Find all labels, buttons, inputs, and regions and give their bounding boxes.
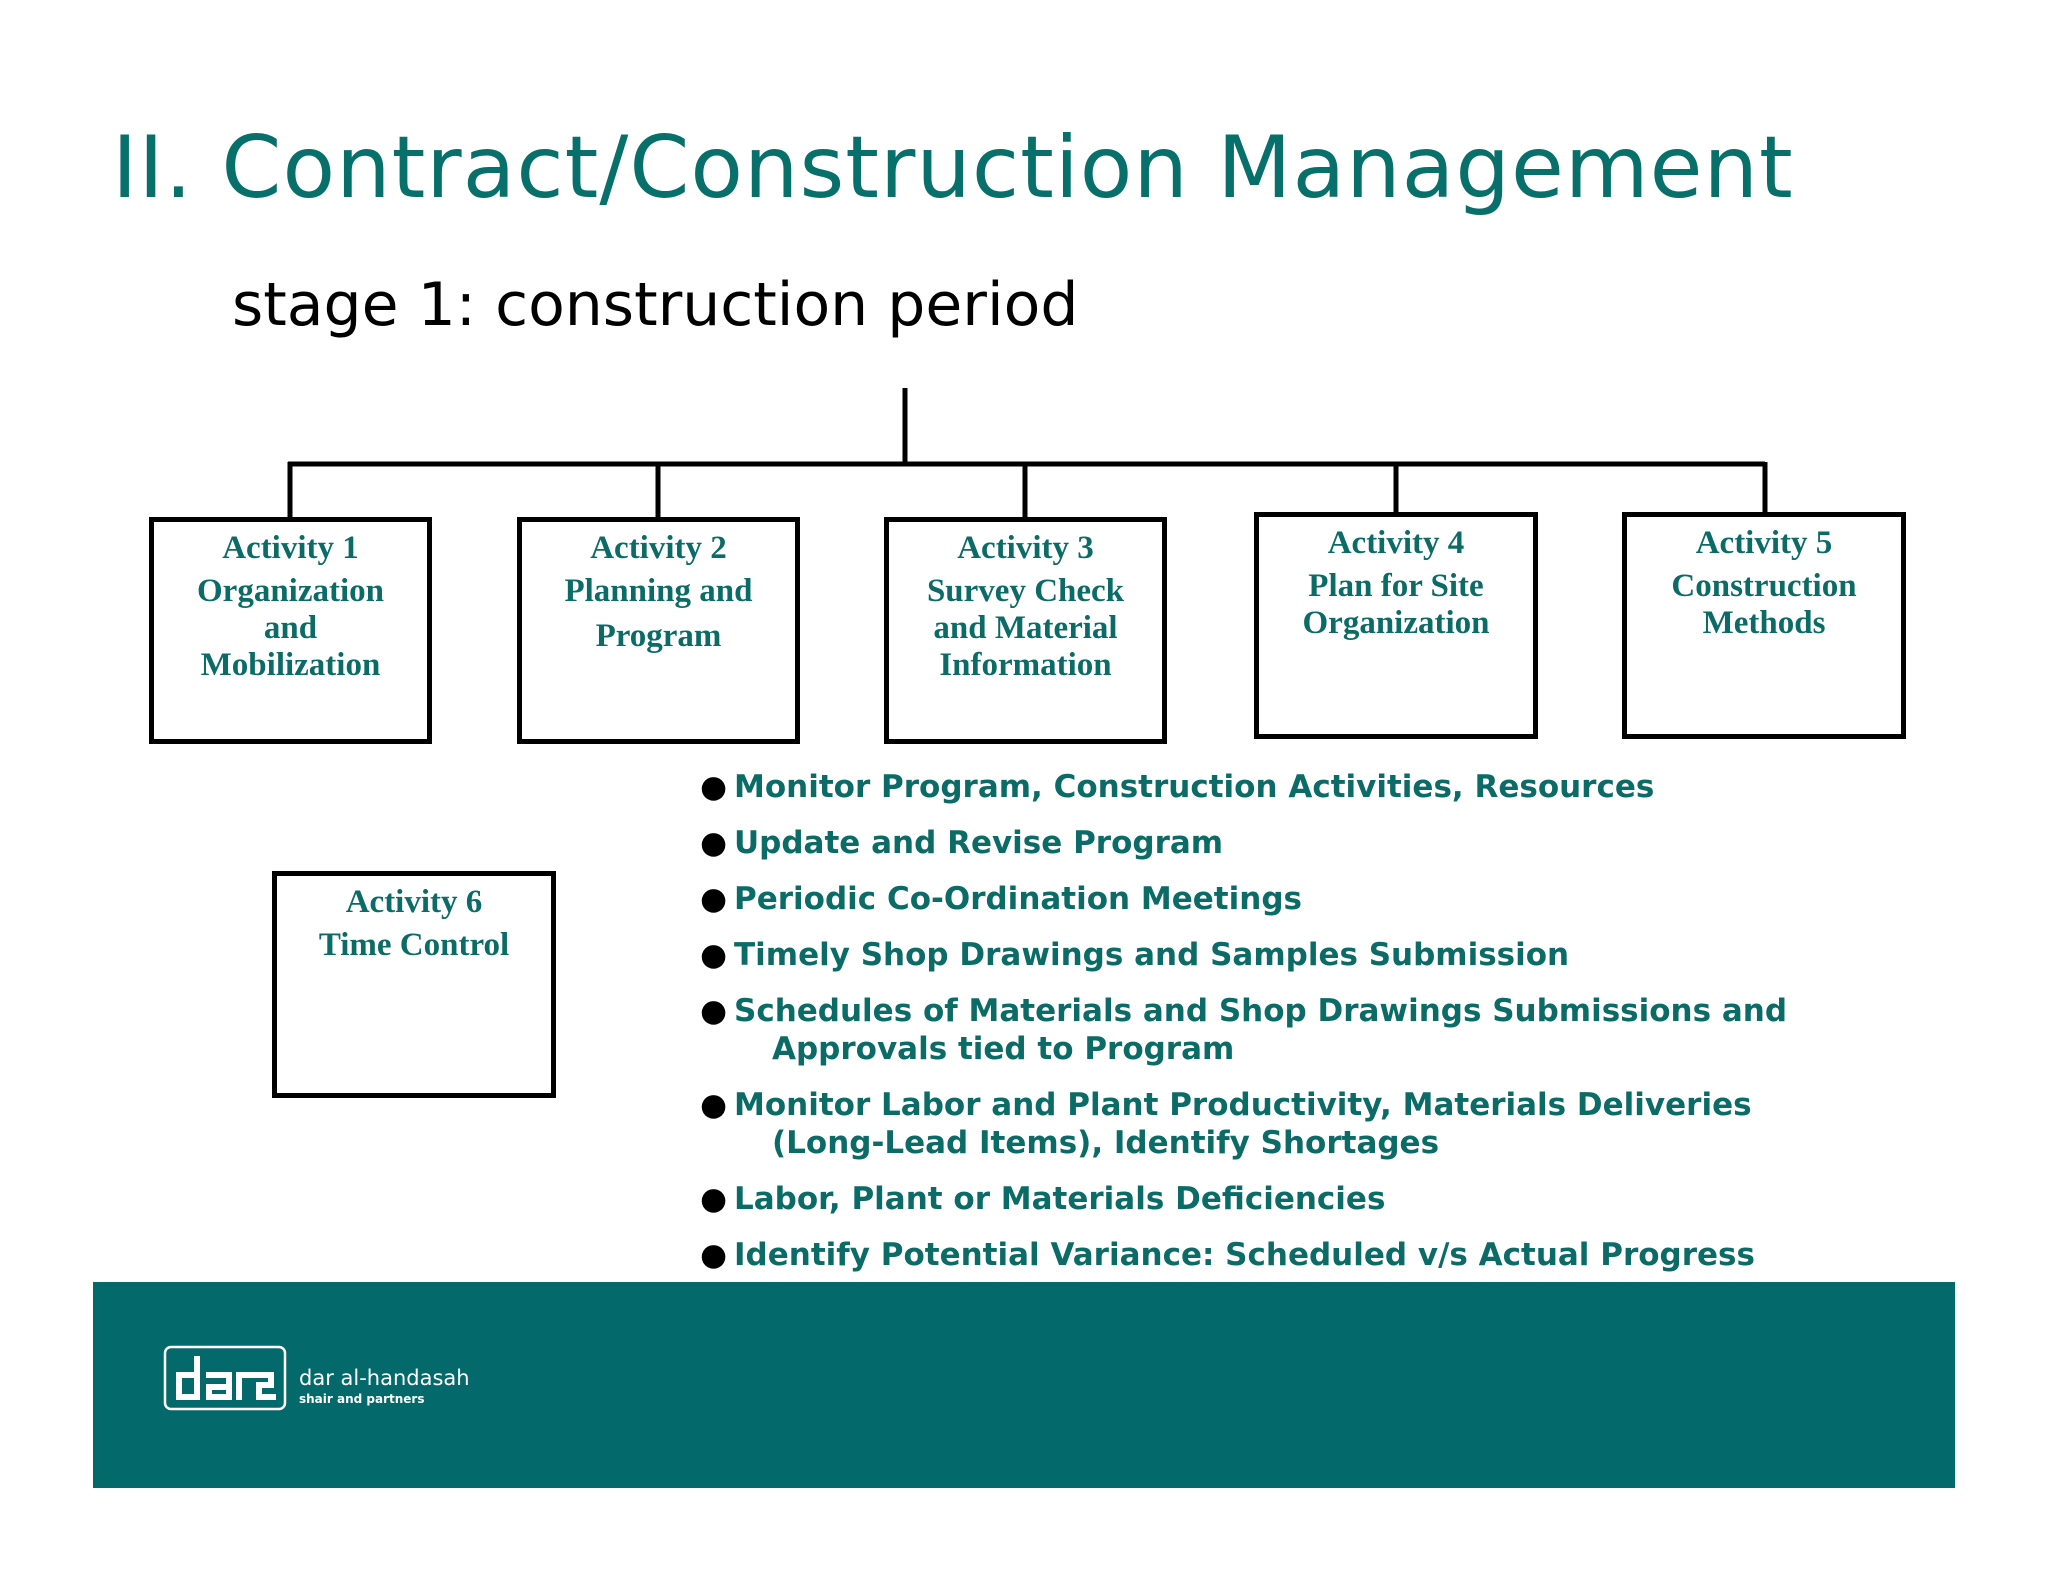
- list-item: [700, 1086, 2000, 1162]
- bullet-icon: ●: [700, 993, 728, 1029]
- company-tagline: shair and partners: [299, 1392, 425, 1406]
- list-item-text: Monitor Program, Construction Activities, Resources: [734, 769, 1655, 805]
- activity-5-box: [1622, 512, 1906, 739]
- activity-4-heading: Activity 4: [1327, 525, 1465, 561]
- list-item-text: Labor, Plant or Materials Deficiencies: [734, 1181, 1386, 1217]
- activity-2-heading: Activity 2: [590, 530, 727, 566]
- activity-3-line: Survey Check: [926, 573, 1125, 609]
- activity-2-line: Planning and: [564, 573, 753, 609]
- activity-4-box: [1254, 512, 1538, 739]
- list-item-text: Timely Shop Drawings and Samples Submission: [734, 937, 1570, 973]
- bullet-list: [700, 768, 2000, 1292]
- activity-5-line: Construction: [1671, 568, 1857, 604]
- bullet-icon: ●: [700, 937, 728, 973]
- bullet-icon: ●: [700, 825, 728, 861]
- footer-band: [93, 1282, 1955, 1488]
- list-item: [700, 1236, 2000, 1274]
- activity-1-heading: Activity 1: [222, 530, 359, 566]
- list-item: [700, 880, 2000, 918]
- page-title: II. Contract/Construction Management: [112, 118, 1794, 218]
- page-subtitle: stage 1: construction period: [232, 270, 1079, 340]
- activity-2-line: Program: [595, 618, 722, 654]
- bullet-icon: ●: [700, 1237, 728, 1273]
- bullet-icon: ●: [700, 1181, 728, 1217]
- list-item-text: Monitor Labor and Plant Productivity, Materials Deliveries: [734, 1087, 1752, 1123]
- activity-6-box: [272, 871, 556, 1098]
- activity-6-line: Time Control: [318, 927, 510, 963]
- activity-5-line: Methods: [1702, 605, 1826, 641]
- activity-3-heading: Activity 3: [957, 530, 1094, 566]
- activity-1-box: [149, 517, 432, 744]
- company-name: dar al-handasah: [299, 1366, 470, 1390]
- bullet-icon: ●: [700, 1087, 728, 1123]
- list-item: [700, 992, 2000, 1068]
- list-item: [700, 936, 2000, 974]
- list-item-text: Schedules of Materials and Shop Drawings Submissions and: [734, 993, 1788, 1029]
- bullet-icon: ●: [700, 769, 728, 805]
- activity-1-line: Mobilization: [200, 647, 381, 683]
- activity-4-line: Organization: [1302, 605, 1490, 641]
- activity-6-heading: Activity 6: [345, 884, 483, 920]
- list-item: [700, 1180, 2000, 1218]
- activity-4-line: Plan for Site: [1308, 568, 1484, 604]
- activity-3-line: and Material: [933, 610, 1118, 646]
- activity-1-line: Organization: [197, 573, 384, 609]
- list-item: [700, 768, 2000, 806]
- list-item-text: Identify Potential Variance: Scheduled v/s Actual Progress: [734, 1237, 1755, 1273]
- activity-2-box: [517, 517, 800, 744]
- list-item-text: Periodic Co-Ordination Meetings: [734, 881, 1302, 917]
- activity-3-line: Information: [939, 647, 1112, 683]
- dar-logo-icon: [163, 1345, 287, 1411]
- activity-5-heading: Activity 5: [1695, 525, 1833, 561]
- list-item-continuation: (Long-Lead Items), Identify Shortages: [772, 1125, 1440, 1161]
- activity-3-box: [884, 517, 1167, 744]
- list-item-text: Update and Revise Program: [734, 825, 1224, 861]
- list-item-continuation: Approvals tied to Program: [772, 1031, 1235, 1067]
- activity-1-line: and: [263, 610, 318, 646]
- bullet-icon: ●: [700, 881, 728, 917]
- list-item: [700, 824, 2000, 862]
